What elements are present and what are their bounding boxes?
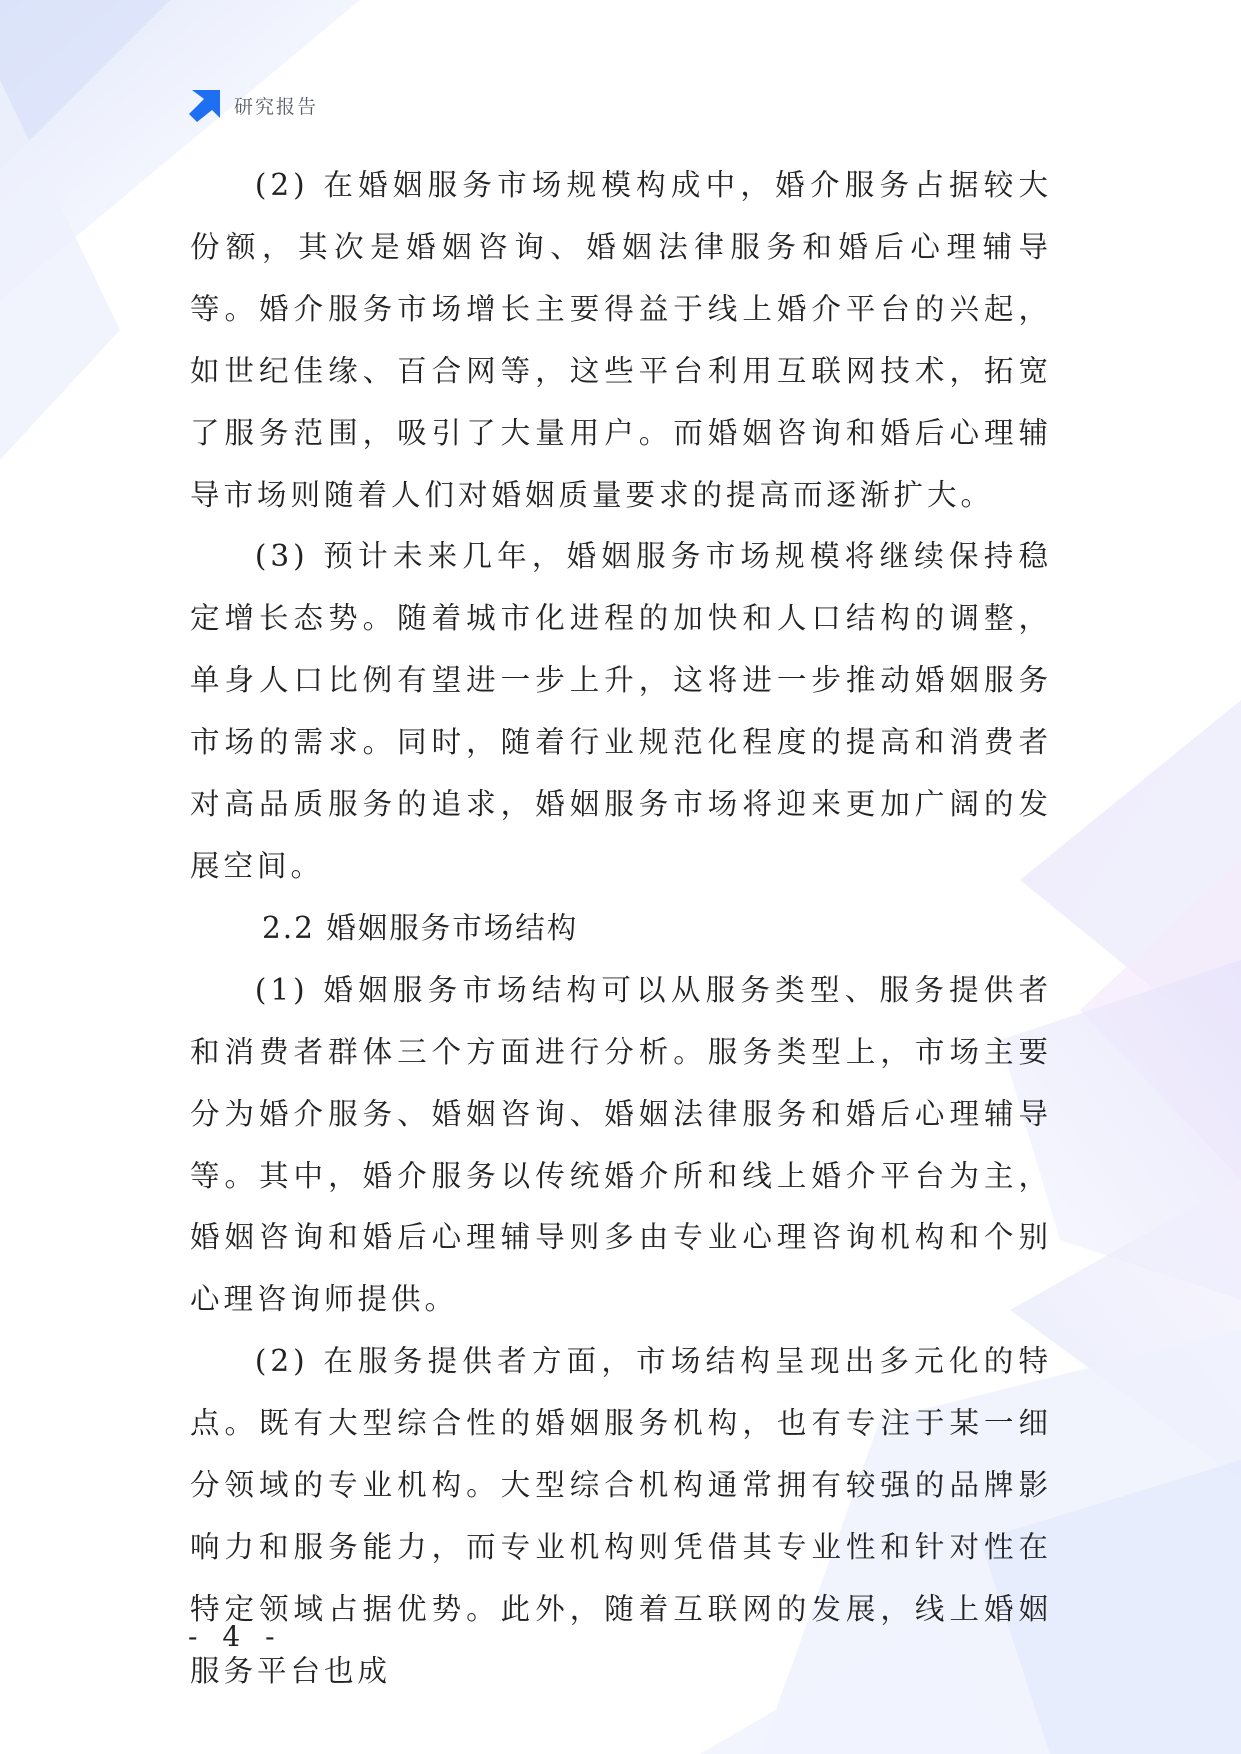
report-label: 研究报告 [234,95,319,118]
section-heading: 2.2 婚姻服务市场结构 [262,910,579,945]
paragraph: (3) 预计未来几年，婚姻服务市场规模将继续保持稳定增长态势。随着城市化进程的加快和人口结构的调整，单身人口比例有望进一步上升，这将进一步推动婚姻服务市场的需求。同时，随着行业规范化程度的提高和消费者对高品质服务的追求，婚姻服务市场将迎来更加广阔的发展空间。 [190,539,1052,883]
page-header [188,88,318,122]
arrow-up-right-icon [188,88,222,122]
page-number: - 4 - [188,1620,283,1653]
paragraph: (2) 在服务提供者方面，市场结构呈现出多元化的特点。既有大型综合性的婚姻服务机构，也有专注于某一细分领域的专业机构。大型综合机构通常拥有较强的品牌影响力和服务能力，而专业机构则凭借其专业性和针对性在特定领域占据优势。此外，随着互联网的发展，线上婚姻服务平台也成 [190,1344,1052,1688]
report-body [190,155,1052,1703]
paragraph: (1) 婚姻服务市场结构可以从服务类型、服务提供者和消费者群体三个方面进行分析。服务类型上，市场主要分为婚介服务、婚姻咨询、婚姻法律服务和婚后心理辅导等。其中，婚介服务以传统婚介所和线上婚介平台为主，婚姻咨询和婚后心理辅导则多由专业心理咨询机构和个别心理咨询师提供。 [190,972,1052,1317]
paragraph: (2) 在婚姻服务市场规模构成中，婚介服务占据较大份额，其次是婚姻咨询、婚姻法律服务和婚后心理辅导等。婚介服务市场增长主要得益于线上婚介平台的兴起，如世纪佳缘、百合网等，这些平台利用互联网技术，拓宽了服务范围，吸引了大量用户。而婚姻咨询和婚后心理辅导市场则随着人们对婚姻质量要求的提高而逐渐扩大。 [190,168,1052,512]
